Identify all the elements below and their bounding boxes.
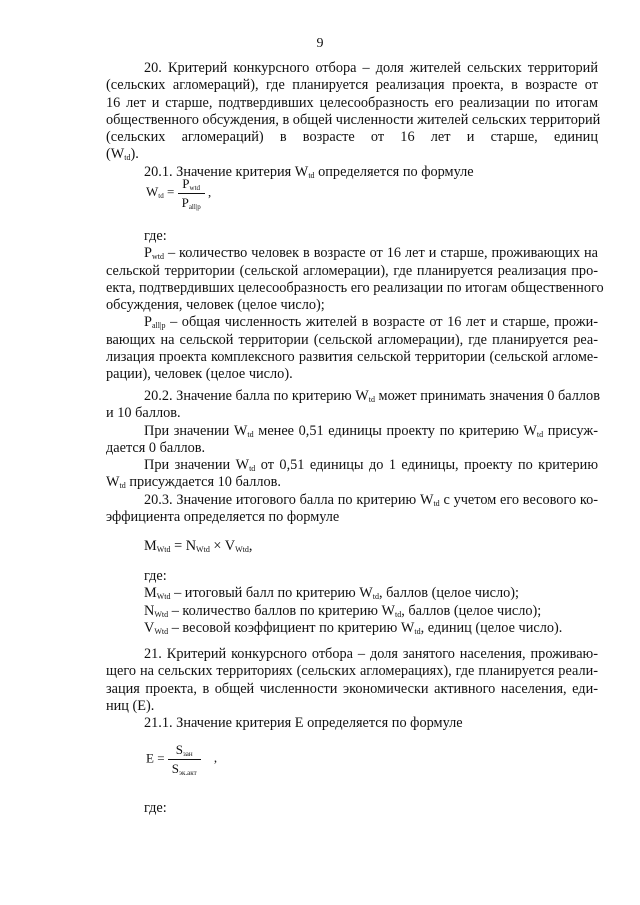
paragraph-20-3: 20.3. Значение итогового балла по критерию $W_{td}$ с учетом его весового ко- эффициента определяется по формуле <box>106 491 598 526</box>
paragraph-21: 21. Критерий конкурсного отбора – доля занятого населения, проживаю- щего на сельских территориях (сельских агломерациях), где планируется реали- зация проекта, в общей численности экономически активного населения, еди- ниц (E). <box>106 646 598 714</box>
definitions-block-2 <box>106 568 598 637</box>
def-vwtd: $V_{Wtd}$ – весовой коэффициент по критерию $W_{td}$, единиц (целое число). <box>144 619 563 636</box>
paragraph-ge: При значении $W_{td}$ от 0,51 единицы до 1 единицы, проекту по критерию $W_{td}$ присуждается 10 баллов. <box>106 457 598 491</box>
formula-mwtd: $M_{Wtd} = N_{Wtd} \times V_{Wtd}$, <box>144 538 253 554</box>
where-label-2: где: <box>144 568 167 584</box>
paragraph-21-1: 21.1. Значение критерия E определяется по формуле <box>144 715 463 732</box>
def-pallp: $P_{all|p}$ – общая численность жителей в возрасте от 16 лет и старше, прожи- вающих на сельской территории (сельской агломерации), где планируется реа- лизация проекта комплексного развития сельской территории (сельской агломе- рации), человек (целое число). <box>106 314 598 383</box>
formula-wtd: Wtd = $\frac{\text{Pwtd}}{\text{Pall|p}}$ , <box>146 176 212 211</box>
section-20-2-block <box>106 388 598 526</box>
def-mwtd: $M_{Wtd}$ – итоговый балл по критерию $W_{td}$, баллов (целое число); <box>144 585 519 602</box>
def-pwtd: $P_{wtd}$ – количество человек в возрасте от 16 лет и старше, проживающих на сельской территории (сельской агломерации), где планируется реализация про- екта, подтвердивших целесообразность его реализации по итогам общественного обсуждения, человек (целое число); <box>106 245 604 314</box>
formula-e: E = $\frac{\text{Sзан}}{\text{Sэк.акт}}$ , <box>146 742 218 777</box>
page-number: 9 <box>316 36 324 51</box>
paragraph-20-1: 20.1. Значение критерия $W_{td}$ определяется по формуле <box>144 163 474 180</box>
def-nwtd: $N_{Wtd}$ – количество баллов по критерию $W_{td}$, баллов (целое число); <box>144 602 542 619</box>
section-20-block <box>106 60 601 181</box>
paragraph-20: 20. Критерий конкурсного отбора – доля жителей сельских территорий (сельских агломераций), где планируется реализация проекта, в возрасте от 16 лет и старше, подтвердивших целесообразность его реализации по итогам общественного обсуждения, в общей численности жителей сельских территорий (сельских агломераций) в возрасте от 16 лет и старше, единиц $(W_{td})$. <box>106 60 601 163</box>
where-label-3: где: <box>144 800 167 816</box>
definitions-block-1 <box>106 228 604 384</box>
paragraph-20-2: 20.2. Значение балла по критерию $W_{td}$ может принимать значения 0 баллов и 10 баллов. <box>106 388 600 422</box>
paragraph-lt: При значении $W_{td}$ менее 0,51 единицы проекту по критерию $W_{td}$ присуж- дается 0 баллов. <box>106 422 598 456</box>
where-label-1: где: <box>144 228 167 244</box>
section-21-block <box>106 646 598 732</box>
